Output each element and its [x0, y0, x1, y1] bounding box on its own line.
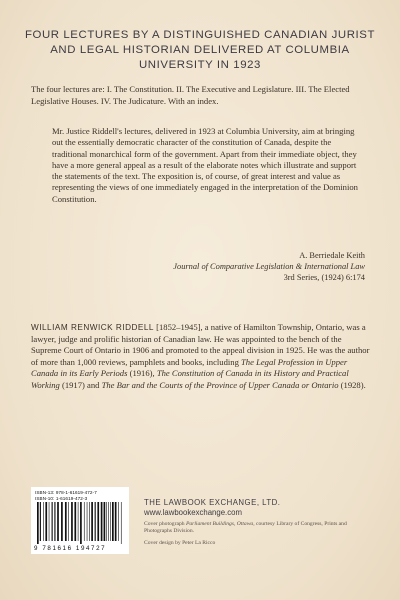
barcode-bar [89, 502, 90, 541]
barcode-bar [112, 502, 114, 541]
barcode-bar [71, 502, 73, 541]
barcode-bar [115, 502, 117, 541]
barcode-bar [101, 502, 103, 541]
barcode-bar [118, 502, 119, 541]
barcode-bar [95, 502, 96, 541]
barcode-bar [45, 502, 47, 541]
barcode-bars [35, 502, 125, 544]
bio-book-title-3: The Bar and the Courts of the Province of Upper Canada or Ontario [101, 379, 339, 390]
isbn-barcode [31, 487, 129, 554]
bio-book-title-2: The Constitution of Canada in its History and Practical Working [31, 368, 349, 390]
isbn-10: ISBN-10: 1-61619-472-3 [35, 496, 88, 501]
barcode-bar [61, 502, 63, 541]
barcode-bar [104, 502, 106, 541]
bio-book-title-1: The Legal Profession in Upper Canada in its Early Periods [31, 356, 348, 379]
attribution-journal: Journal of Comparative Legislation & International Law [173, 262, 365, 271]
attribution-series: 3rd Series, (1924) 6:174 [283, 273, 365, 282]
barcode-bar [68, 502, 69, 541]
author-bio [31, 322, 372, 392]
attribution-author: A. Berriedale Keith [299, 251, 365, 260]
barcode-bar [91, 502, 93, 541]
photo-credit-prefix: Cover photograph [144, 521, 186, 527]
barcode-bar [37, 502, 39, 544]
barcode-bar [121, 502, 122, 544]
barcode-bar [84, 502, 85, 541]
photo-credit [144, 521, 374, 536]
bio-text-3: (1917) and [59, 379, 102, 390]
barcode-bar [87, 502, 88, 541]
publisher-website[interactable]: www.lawbookexchange.com [144, 508, 242, 517]
barcode-bar [97, 502, 99, 541]
design-credit: Cover design by Peter La Ricco [144, 540, 216, 546]
barcode-bar [54, 502, 55, 541]
barcode-bar [108, 502, 109, 541]
bio-text-2: (1916), [127, 368, 157, 379]
review-quote: Mr. Justice Riddell's lectures, delivered in 1923 at Columbia University, aim at bringing out the essentially democratic character of the constitution of Canada, despite the traditional monarchical form of the government. Apart from their immediate object, they have a more general appeal as a result of the elaborate notes which illustrate and support the statements of the text. The exposition is, of course, of great interest and value as representing the views of one immediately engaged in the interpretation of the Dominion Constitution. [52, 126, 358, 204]
lectures-list: The four lectures are: I. The Constitution. II. The Executive and Legislature. III. The Elected Legislative Houses. IV. The Judicature. With an index. [31, 84, 350, 106]
barcode-bar [57, 502, 59, 541]
barcode-bar [43, 502, 44, 541]
barcode-bar [65, 502, 67, 541]
barcode-bar [80, 502, 82, 544]
barcode-bar [78, 502, 79, 541]
barcode-bar [52, 502, 53, 541]
quote-attribution [110, 250, 365, 283]
bio-text-1: [1852–1945], a native of Hamilton Township, Ontario, was a lawyer, judge and prolific historian of Canadian law. He was appointed to the bench of the Supreme Court of Ontario in 1906 and promoted to the appeal division in 1925. He was the author of more than 1,000 reviews, pamphlets and books, including [31, 322, 370, 367]
isbn-13: ISBN-13: 978-1-61619-472-7 [35, 490, 97, 495]
barcode-bar [40, 502, 41, 541]
barcode-bar [110, 502, 111, 541]
publisher-name: THE LAWBOOK EXCHANGE, LTD. [144, 498, 281, 507]
barcode-bar [49, 502, 50, 541]
bio-text-4: (1928). [338, 379, 366, 390]
barcode-bar [106, 502, 107, 541]
author-name: WILLIAM RENWICK RIDDELL [31, 323, 154, 332]
barcode-bar [74, 502, 76, 541]
photo-credit-rest: , courtesy Library of Congress, Prints and Photographs Division. [144, 521, 347, 535]
headline: FOUR LECTURES BY A DISTINGUISHED CANADIAN JURIST AND LEGAL HISTORIAN DELIVERED AT COLUMBIA UNIVERSITY IN 1923 [24, 29, 376, 71]
barcode-digits: 9 781616 194727 [34, 545, 107, 552]
photo-title: Parliament Buildings, Ottawa [185, 521, 254, 527]
